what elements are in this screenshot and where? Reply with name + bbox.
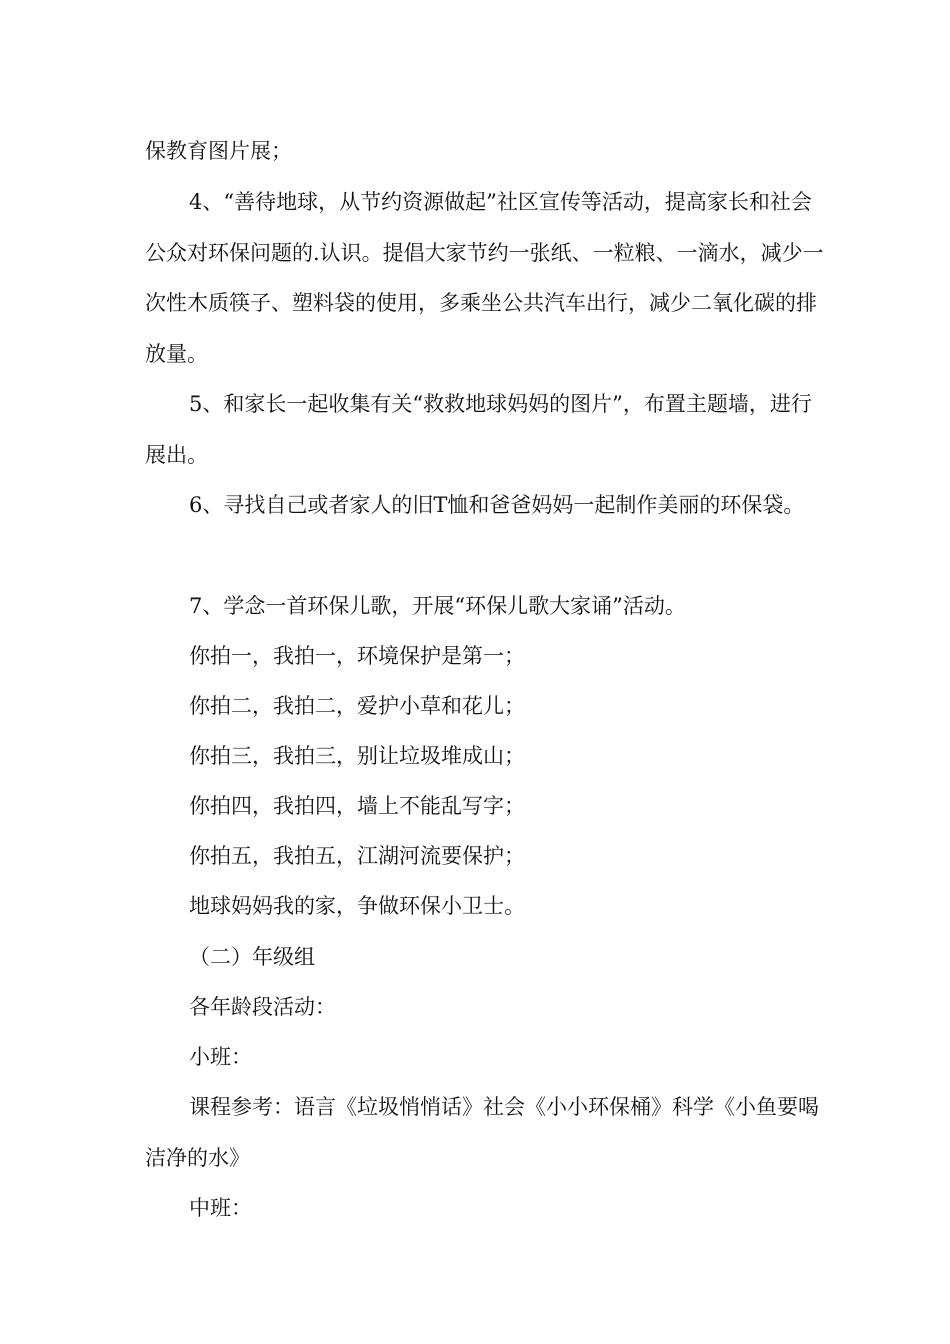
rhyme-line-5: 你拍五，我拍五，江湖河流要保护；	[189, 844, 525, 868]
rhyme-line-6: 地球妈妈我的家，争做环保小卫士。	[189, 894, 525, 918]
paragraph-item-7: 7、学念一首环保儿歌，开展“环保儿歌大家诵”活动。	[189, 594, 686, 618]
rhyme-line-4: 你拍四，我拍四，墙上不能乱写字；	[189, 794, 525, 818]
rhyme-line-3: 你拍三，我拍三，别让垃圾堆成山；	[189, 744, 525, 768]
small-class-courses: 课程参考：语言《垃圾悄悄话》社会《小小环保桶》科学《小鱼要喝洁净的水》	[145, 1095, 819, 1170]
middle-class-label: 中班：	[189, 1196, 252, 1220]
activities-label: 各年龄段活动：	[189, 995, 336, 1019]
section-heading: （二）年级组	[189, 945, 315, 969]
small-class-label: 小班：	[189, 1045, 252, 1069]
rhyme-line-1: 你拍一，我拍一，环境保护是第一；	[189, 644, 525, 668]
rhyme-line-2: 你拍二，我拍二，爱护小草和花儿；	[189, 694, 525, 718]
paragraph-item-6: 6、寻找自己或者家人的旧T恤和爸爸妈妈一起制作美丽的环保袋。	[189, 493, 805, 517]
paragraph-continuation: 保教育图片展；	[145, 139, 292, 163]
paragraph-item-5: 5、和家长一起收集有关“救救地球妈妈的图片”，布置主题墙，进行展出。	[145, 392, 812, 467]
paragraph-item-4: 4、“善待地球，从节约资源做起”社区宣传等活动，提高家长和社会公众对环保问题的.认识。提倡大家节约一张纸、一粒粮、一滴水，减少一次性木质筷子、塑料袋的使用，多乘坐公共汽车出行，减少二氧化碳的排放量。	[145, 190, 824, 366]
